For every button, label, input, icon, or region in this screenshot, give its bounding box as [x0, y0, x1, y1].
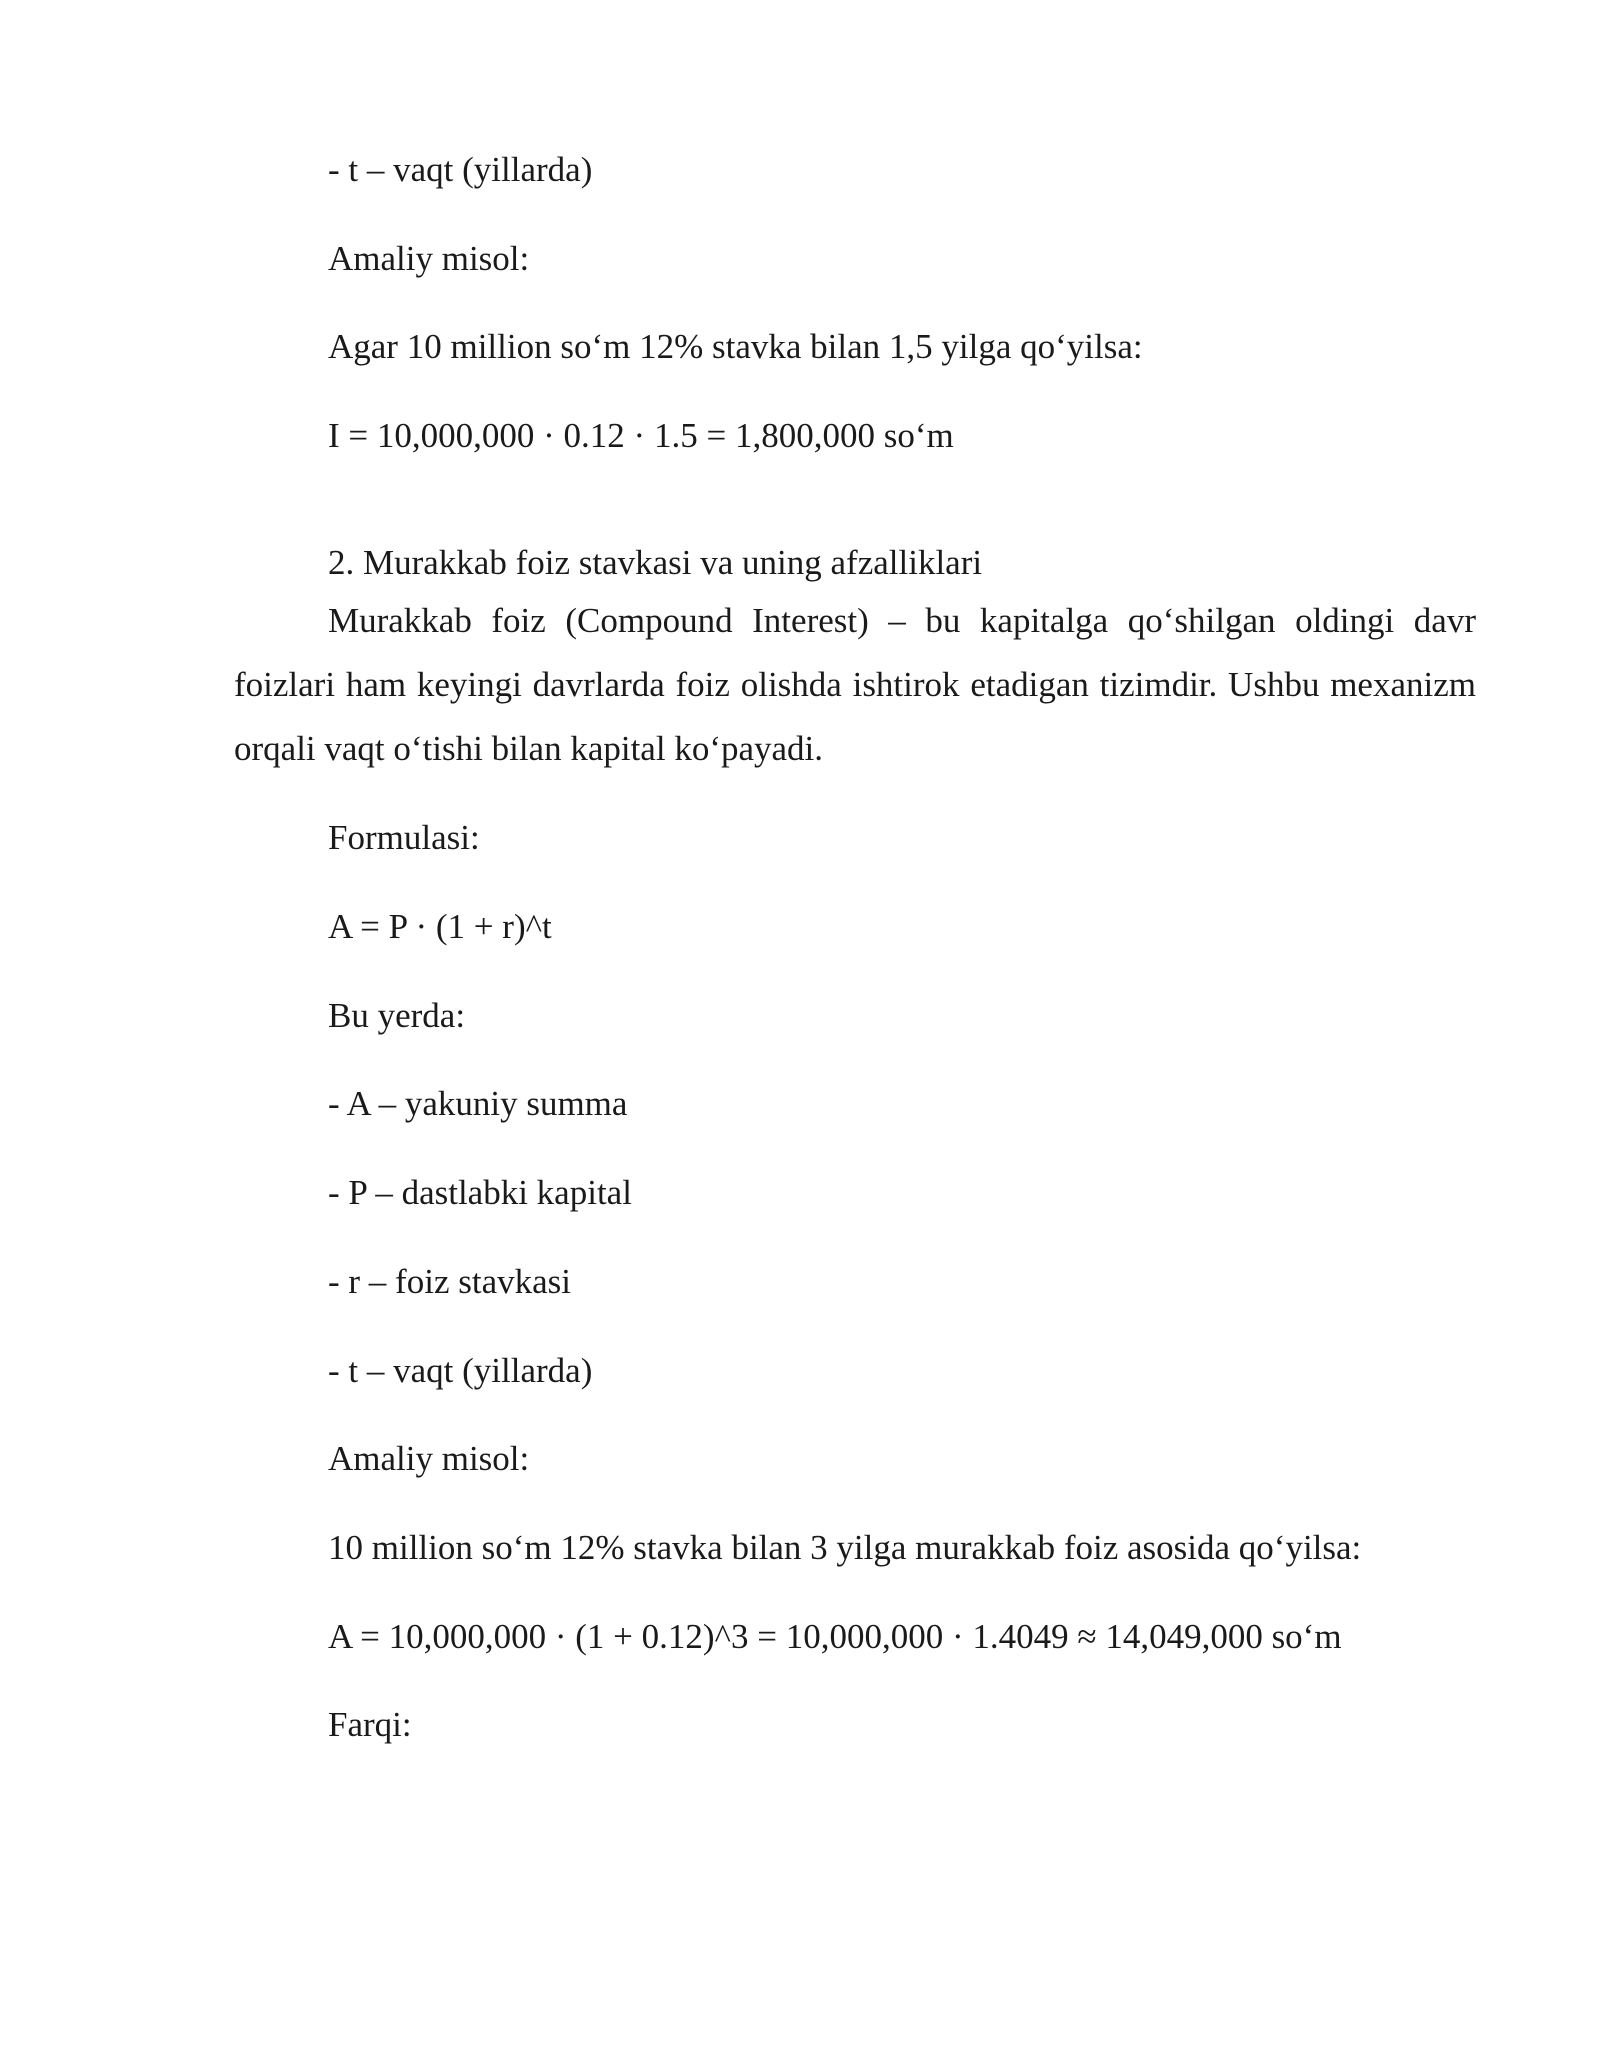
- difference-label: Farqi:: [328, 1705, 412, 1744]
- where-label: Bu yerda:: [328, 996, 466, 1035]
- example-calculation: A = 10,000,000 · (1 + 0.12)^3 = 10,000,000 · 1.4049 ≈ 14,049,000 so‘m: [328, 1617, 1342, 1656]
- formula: A = P · (1 + r)^t: [328, 907, 552, 946]
- definition-rate: - r – foiz stavkasi: [328, 1262, 571, 1301]
- definition-final-amount: - A – yakuniy summa: [328, 1084, 628, 1123]
- definition-time: - t – vaqt (yillarda): [328, 150, 593, 189]
- section-intro-paragraph: Murakkab foiz (Compound Interest) – bu kapitalga qo‘shilgan oldingi davr foizlari ham keyingi davrlarda foiz olishda ishtirok etadigan tizimdir. Ushbu mexanizm orqali vaqt o‘tishi bilan kapital ko‘payadi.: [234, 601, 1476, 768]
- formula-label: Formulasi:: [328, 818, 480, 857]
- example-label: Amaliy misol:: [328, 239, 530, 278]
- example-text: Agar 10 million so‘m 12% stavka bilan 1,5 yilga qo‘yilsa:: [328, 327, 1143, 366]
- example-calculation: I = 10,000,000 · 0.12 · 1.5 = 1,800,000 so‘m: [328, 416, 954, 455]
- example-label: Amaliy misol:: [328, 1439, 530, 1478]
- definition-principal: - P – dastlabki kapital: [328, 1173, 632, 1212]
- section-heading: 2. Murakkab foiz stavkasi va uning afzalliklari: [328, 543, 983, 582]
- definition-time: - t – vaqt (yillarda): [328, 1351, 593, 1390]
- example-text: 10 million so‘m 12% stavka bilan 3 yilga murakkab foiz asosida qo‘yilsa:: [328, 1528, 1362, 1567]
